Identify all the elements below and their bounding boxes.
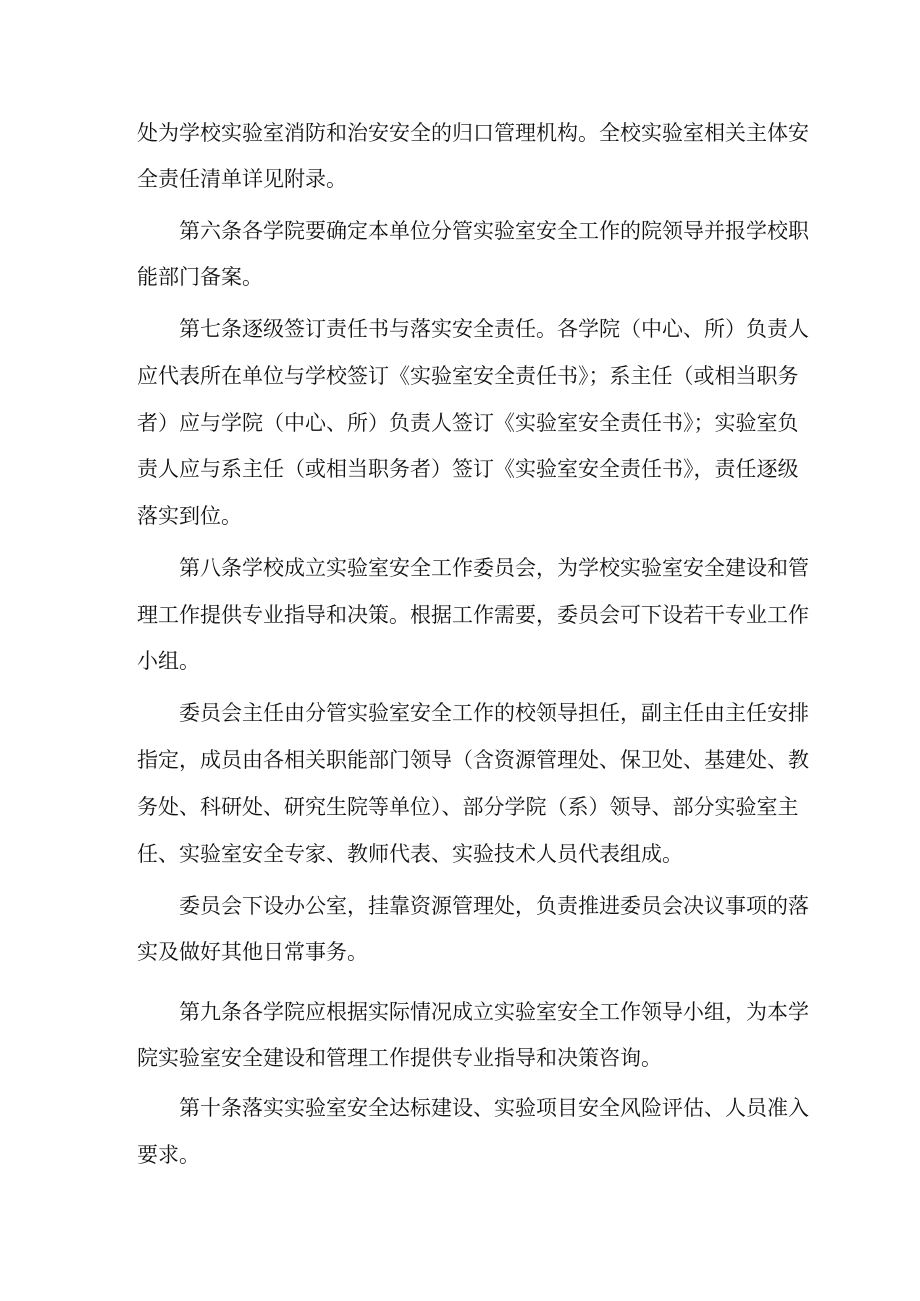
paragraph-5-line-1: 委员会主任由分管实验室安全工作的校领导担任，副主任由主任安排 — [179, 701, 809, 725]
paragraph-3-line-1: 第七条逐级签订责任书与落实安全责任。各学院（中心、所）负责人 — [179, 317, 809, 341]
paragraph-3-line-3: 者）应与学院（中心、所）负责人签订《实验室安全责任书》；实验室负 — [137, 411, 799, 435]
paragraph-1-line-2: 全责任清单详见附录。 — [137, 167, 347, 191]
paragraph-7-line-1: 第九条各学院应根据实际情况成立实验室安全工作领导小组，为本学 — [179, 1000, 809, 1024]
paragraph-2-line-2: 能部门备案。 — [137, 265, 263, 289]
paragraph-3-line-5: 落实到位。 — [137, 504, 242, 528]
paragraph-5-line-3: 务处、科研处、研究生院等单位）、部分学院（系）领导、部分实验室主 — [137, 795, 799, 819]
paragraph-1-line-1: 处为学校实验室消防和治安安全的归口管理机构。全校实验室相关主体安 — [137, 121, 809, 145]
paragraph-4-line-1: 第八条学校成立实验室安全工作委员会，为学校实验室安全建设和管 — [179, 556, 809, 580]
paragraph-7-line-2: 院实验室安全建设和管理工作提供专业指导和决策咨询。 — [137, 1046, 662, 1070]
paragraph-4-line-2: 理工作提供专业指导和决策。根据工作需要，委员会可下设若干专业工作 — [137, 603, 809, 627]
paragraph-8-line-1: 第十条落实实验室安全达标建设、实验项目安全风险评估、人员准入 — [179, 1096, 809, 1120]
paragraph-6-line-2: 实及做好其他日常事务。 — [137, 940, 368, 964]
paragraph-5-line-4: 任、实验室安全专家、教师代表、实验技术人员代表组成。 — [137, 842, 683, 866]
paragraph-6-line-1: 委员会下设办公室，挂靠资源管理处，负责推进委员会决议事项的落 — [179, 894, 809, 918]
paragraph-2-line-1: 第六条各学院要确定本单位分管实验室安全工作的院领导并报学校职 — [179, 219, 809, 243]
paragraph-5-line-2: 指定，成员由各相关职能部门领导（含资源管理处、保卫处、基建处、教 — [137, 748, 809, 772]
paragraph-3-line-4: 责人应与系主任（或相当职务者）签订《实验室安全责任书》，责任逐级 — [137, 457, 799, 481]
paragraph-4-line-3: 小组。 — [137, 649, 200, 673]
paragraph-3-line-2: 应代表所在单位与学校签订《实验室安全责任书》；系主任（或相当职务 — [137, 364, 799, 388]
paragraph-8-line-2: 要求。 — [137, 1143, 200, 1167]
